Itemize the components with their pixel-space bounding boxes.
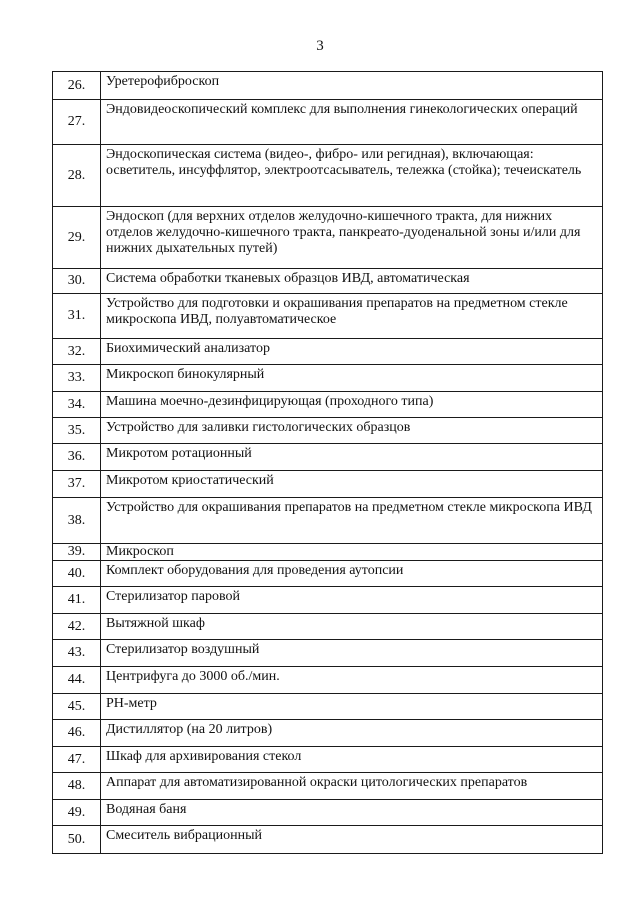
row-number: 50. [53, 826, 101, 854]
table-row [53, 471, 603, 498]
row-number: 39. [53, 544, 101, 561]
table-row [53, 207, 603, 269]
table-row [53, 72, 603, 100]
row-equipment-name: Машина моечно-дезинфицирующая (проходного типа) [101, 392, 603, 418]
row-equipment-name: Микроскоп бинокулярный [101, 365, 603, 392]
row-number: 37. [53, 471, 101, 498]
row-equipment-name: Устройство для заливки гистологических образцов [101, 418, 603, 444]
row-number: 44. [53, 667, 101, 694]
row-equipment-name: Устройство для окрашивания препаратов на предметном стекле микроскопа ИВД [101, 498, 603, 544]
row-equipment-name: Стерилизатор паровой [101, 587, 603, 614]
table-row [53, 561, 603, 587]
table-row [53, 640, 603, 667]
row-equipment-name: Эндоскоп (для верхних отделов желудочно-кишечного тракта, для нижних отделов желудочно-кишечного тракта, панкреато-дуоденальной зоны и/или для нижних дыхательных путей) [101, 207, 603, 269]
table-row [53, 418, 603, 444]
row-number: 40. [53, 561, 101, 587]
equipment-table [52, 71, 603, 854]
row-number: 42. [53, 614, 101, 640]
row-number: 41. [53, 587, 101, 614]
page-number: 3 [316, 38, 324, 54]
table-row [53, 826, 603, 854]
row-number: 27. [53, 100, 101, 145]
row-equipment-name: Смеситель вибрационный [101, 826, 603, 854]
equipment-table-body [53, 72, 603, 854]
row-equipment-name: Шкаф для архивирования стекол [101, 747, 603, 773]
table-row [53, 773, 603, 800]
row-equipment-name: Аппарат для автоматизированной окраски цитологических препаратов [101, 773, 603, 800]
row-equipment-name: Биохимический анализатор [101, 339, 603, 365]
row-number: 35. [53, 418, 101, 444]
row-equipment-name: Дистиллятор (на 20 литров) [101, 720, 603, 747]
row-equipment-name: Эндоскопическая система (видео-, фибро- или регидная), включающая: осветитель, инсуффлятор, электроотсасыватель, тележка (стойка); течеискатель [101, 145, 603, 207]
row-number: 36. [53, 444, 101, 471]
row-number: 33. [53, 365, 101, 392]
row-number: 43. [53, 640, 101, 667]
table-row [53, 339, 603, 365]
table-row [53, 694, 603, 720]
row-number: 29. [53, 207, 101, 269]
row-equipment-name: Комплект оборудования для проведения аутопсии [101, 561, 603, 587]
table-row [53, 800, 603, 826]
table-row [53, 444, 603, 471]
row-equipment-name: Стерилизатор воздушный [101, 640, 603, 667]
row-equipment-name: РН-метр [101, 694, 603, 720]
table-row [53, 269, 603, 294]
row-equipment-name: Водяная баня [101, 800, 603, 826]
row-equipment-name: Микротом криостатический [101, 471, 603, 498]
table-row [53, 392, 603, 418]
row-equipment-name: Уретерофиброскоп [101, 72, 603, 100]
row-number: 32. [53, 339, 101, 365]
table-row [53, 747, 603, 773]
row-number: 45. [53, 694, 101, 720]
row-equipment-name: Центрифуга до 3000 об./мин. [101, 667, 603, 694]
row-number: 49. [53, 800, 101, 826]
table-row [53, 544, 603, 561]
row-number: 30. [53, 269, 101, 294]
row-number: 28. [53, 145, 101, 207]
row-number: 46. [53, 720, 101, 747]
row-equipment-name: Микротом ротационный [101, 444, 603, 471]
row-number: 38. [53, 498, 101, 544]
row-equipment-name: Вытяжной шкаф [101, 614, 603, 640]
row-number: 26. [53, 72, 101, 100]
row-number: 48. [53, 773, 101, 800]
row-equipment-name: Устройство для подготовки и окрашивания препаратов на предметном стекле микроскопа ИВД, полуавтоматическое [101, 294, 603, 339]
table-row [53, 365, 603, 392]
table-row [53, 294, 603, 339]
row-number: 47. [53, 747, 101, 773]
table-row [53, 100, 603, 145]
table-row [53, 587, 603, 614]
table-row [53, 614, 603, 640]
table-row [53, 498, 603, 544]
table-row [53, 667, 603, 694]
row-equipment-name: Система обработки тканевых образцов ИВД, автоматическая [101, 269, 603, 294]
table-row [53, 720, 603, 747]
row-equipment-name: Эндовидеоскопический комплекс для выполнения гинекологических операций [101, 100, 603, 145]
table-row [53, 145, 603, 207]
row-number: 31. [53, 294, 101, 339]
row-equipment-name: Микроскоп [101, 544, 603, 561]
row-number: 34. [53, 392, 101, 418]
